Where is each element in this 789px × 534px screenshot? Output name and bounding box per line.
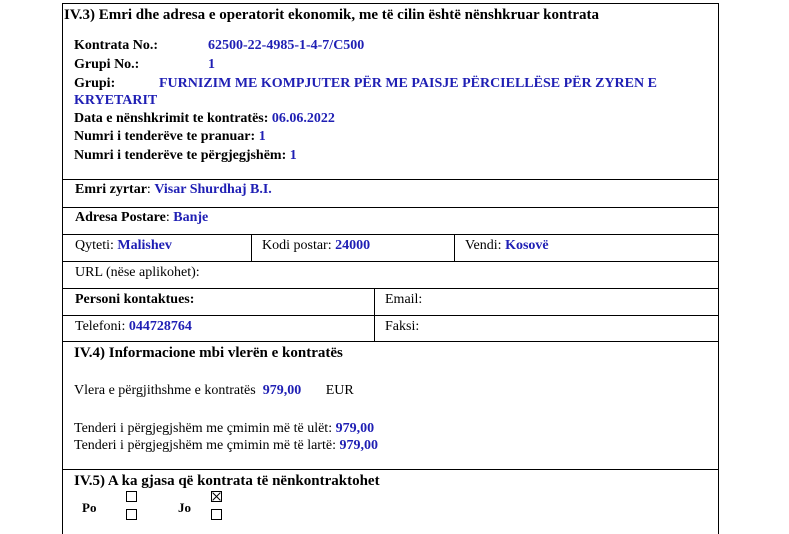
lowest-price-row (74, 420, 374, 438)
postal-code-cell (262, 237, 370, 255)
divider (63, 288, 718, 289)
postal-address-value: Banje (173, 210, 209, 225)
contact-person-label: Personi kontaktues: (75, 292, 195, 307)
phone-cell (75, 318, 192, 336)
tenders-received-label: Numri i tenderëve te pranuar: (74, 129, 256, 144)
country-value: Kosovë (505, 238, 549, 253)
section-iv4-title: IV.4) Informacione mbi vlerën e kontratës (74, 345, 343, 361)
section-iv5-title: IV.5) A ka gjasa që kontrata të nënkontraktohet (74, 473, 380, 489)
total-value-label: Vlera e përgjithshme e kontratës (74, 383, 256, 398)
tenders-responsive-label: Numri i tenderëve te përgjegjshëm: (74, 148, 287, 163)
group-value: FURNIZIM ME KOMPJUTER PËR ME PAISJE PËRCIELLËSE PËR ZYREN E (159, 76, 657, 91)
total-value-row (74, 382, 354, 400)
country-label: Vendi: (465, 238, 502, 253)
lowest-price-value: 979,00 (335, 421, 375, 436)
email-label: Email: (385, 292, 423, 307)
tenders-received-row (74, 128, 266, 146)
phone-value: 044728764 (128, 319, 192, 334)
postal-address-row: Adresa Postare: Banje (75, 210, 209, 225)
signing-date-row (74, 110, 335, 128)
city-cell (75, 237, 172, 255)
divider (63, 179, 718, 180)
contract-form (62, 3, 719, 534)
divider (63, 341, 718, 342)
yes-checkbox[interactable] (126, 491, 137, 502)
group-no-value: 1 (208, 57, 215, 72)
city-value: Malishev (117, 238, 172, 253)
yes-label: Po (82, 500, 97, 515)
lowest-price-label: Tenderi i përgjegjshëm me çmimin më të ulët: (74, 421, 333, 436)
contract-no-value: 62500-22-4985-1-4-7/C500 (208, 38, 365, 53)
tenders-received-value: 1 (258, 129, 266, 144)
contract-no-label: Kontrata No.: (74, 38, 158, 53)
country-cell (465, 237, 549, 255)
cell-divider (454, 234, 455, 261)
currency: EUR (325, 383, 354, 398)
section-iv3-title: IV.3) Emri dhe adresa e operatorit ekonomik, me të cilin është nënshkruar kontrata (64, 7, 599, 23)
cell-divider (251, 234, 252, 261)
signing-date-value: 06.06.2022 (271, 111, 335, 126)
no-checkbox[interactable] (211, 491, 222, 502)
postal-code-label: Kodi postar: (262, 238, 332, 253)
phone-label: Telefoni: (75, 319, 126, 334)
divider (63, 469, 718, 470)
group-value-cont: KRYETARIT (74, 93, 158, 108)
official-name-label: Emri zyrtar (75, 182, 147, 197)
official-name-row: Emri zyrtar: Visar Shurdhaj B.I. (75, 182, 272, 197)
checkbox[interactable] (126, 509, 137, 520)
fax-label: Faksi: (385, 319, 420, 334)
group-label: Grupi: (74, 76, 116, 91)
official-name-value: Visar Shurdhaj B.I. (154, 182, 272, 197)
checkbox[interactable] (211, 509, 222, 520)
postal-address-label: Adresa Postare (75, 210, 166, 225)
divider (63, 261, 718, 262)
divider (63, 207, 718, 208)
city-label: Qyteti: (75, 238, 114, 253)
tenders-responsive-row (74, 147, 297, 165)
highest-price-row (74, 437, 378, 455)
highest-price-label: Tenderi i përgjegjshëm me çmimin më të lartë: (74, 438, 336, 453)
postal-code-value: 24000 (335, 238, 371, 253)
url-label: URL (nëse aplikohet): (75, 265, 200, 280)
divider (63, 234, 718, 235)
total-value: 979,00 (262, 383, 302, 398)
signing-date-label: Data e nënshkrimit te kontratës: (74, 111, 269, 126)
highest-price-value: 979,00 (339, 438, 378, 453)
group-no-label: Grupi No.: (74, 57, 140, 72)
no-label: Jo (178, 500, 191, 515)
tenders-responsive-value: 1 (289, 148, 297, 163)
divider (63, 315, 718, 316)
